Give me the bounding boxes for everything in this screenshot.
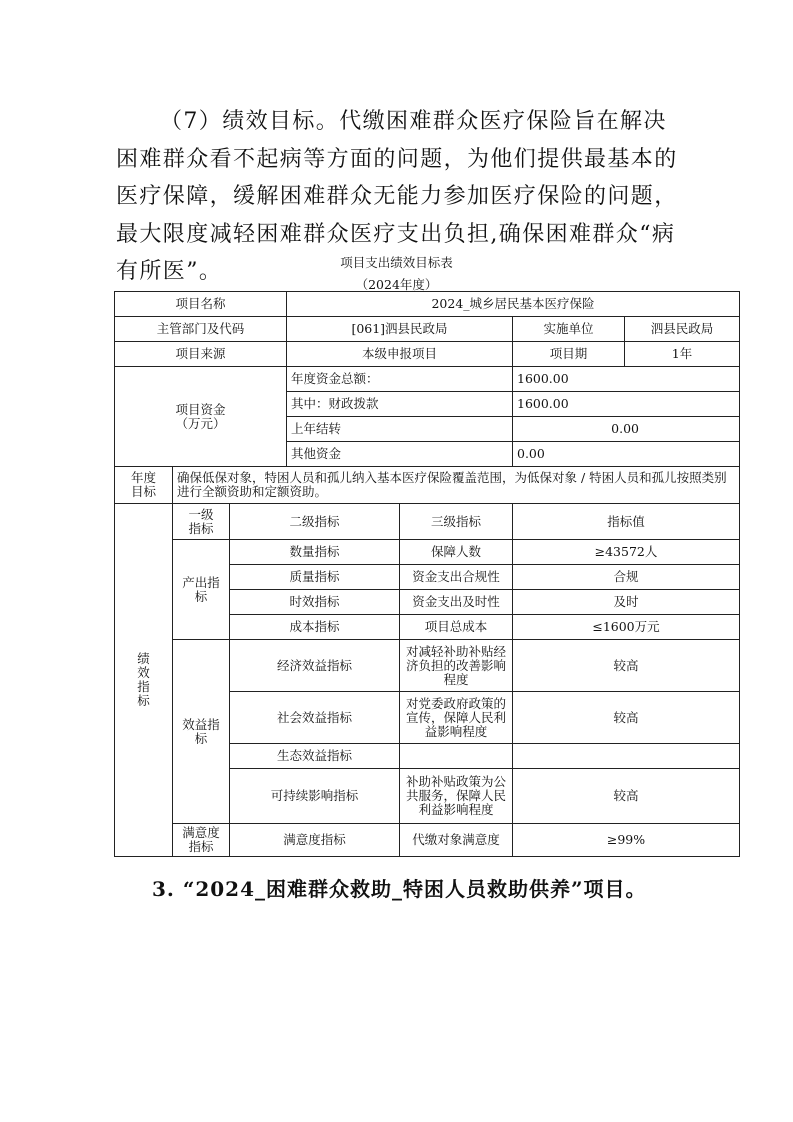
- output-value: 合规: [513, 565, 740, 590]
- benefit-indicators-label: 效益指 标: [173, 640, 230, 824]
- annual-goal-text: 确保低保对象，特困人员和孤儿纳入基本医疗保险覆盖范围，为低保对象 / 特困人员和孤儿按照类别进行全额资助和定额资助。: [173, 467, 740, 504]
- perf-indicators-label: 绩 效 指 标: [115, 504, 173, 857]
- benefit-l2: 生态效益指标: [230, 744, 400, 769]
- benefit-l3: 对党委政府政策的宣传，保障人民利益影响程度: [400, 692, 513, 744]
- header-level3: 三级指标: [400, 504, 513, 540]
- benefit-value: 较高: [513, 769, 740, 824]
- project-name: 2024_城乡居民基本医疗保险: [287, 292, 740, 317]
- funds-label: 项目资金 （万元）: [115, 367, 287, 467]
- funds-total-label: 年度资金总额：: [287, 367, 513, 392]
- period-value: 1年: [625, 342, 740, 367]
- funds-fiscal-label: 其中：财政拨款: [287, 392, 513, 417]
- benefit-l2: 经济效益指标: [230, 640, 400, 692]
- output-value: 及时: [513, 590, 740, 615]
- performance-target-table: [114, 291, 740, 857]
- impl-unit-label: 实施单位: [513, 317, 625, 342]
- satisfaction-l2: 满意度指标: [230, 824, 400, 857]
- table-year: （2024年度）: [355, 277, 438, 292]
- dept-label: 主管部门及代码: [115, 317, 287, 342]
- annual-goal-label: 年度 目标: [115, 467, 173, 504]
- benefit-l2: 社会效益指标: [230, 692, 400, 744]
- output-value: ≥43572人: [513, 540, 740, 565]
- source-label: 项目来源: [115, 342, 287, 367]
- project-name-label: 项目名称: [115, 292, 287, 317]
- funds-fiscal-value: 1600.00: [513, 392, 740, 417]
- output-l2: 成本指标: [230, 615, 400, 640]
- benefit-value: [513, 744, 740, 769]
- output-l3: 项目总成本: [400, 615, 513, 640]
- benefit-l2: 可持续影响指标: [230, 769, 400, 824]
- output-l2: 数量指标: [230, 540, 400, 565]
- funds-other-value: 0.00: [513, 442, 740, 467]
- funds-total-value: 1600.00: [513, 367, 740, 392]
- output-l3: 保障人数: [400, 540, 513, 565]
- output-indicators-label: 产出指 标: [173, 540, 230, 640]
- funds-carryover-value: 0.00: [513, 417, 740, 442]
- satisfaction-l3: 代缴对象满意度: [400, 824, 513, 857]
- impl-unit-value: 泗县民政局: [625, 317, 740, 342]
- satisfaction-value: ≥99%: [513, 824, 740, 857]
- intro-paragraph: （7）绩效目标。代缴困难群众医疗保险旨在解决困难群众看不起病等方面的问题，为他们提供最基本的医疗保障，缓解困难群众无能力参加医疗保险的问题，最大限度减轻困难群众医疗支出负担,确保困难群众“病有所医”。: [116, 109, 678, 284]
- source-value: 本级申报项目: [287, 342, 513, 367]
- next-section-heading: 3. “2024_困难群众救助_特困人员救助供养”项目。: [152, 877, 647, 901]
- header-value: 指标值: [513, 504, 740, 540]
- dept-value: [061]泗县民政局: [287, 317, 513, 342]
- benefit-value: 较高: [513, 692, 740, 744]
- funds-other-label: 其他资金: [287, 442, 513, 467]
- benefit-l3: 对减轻补助补贴经济负担的改善影响程度: [400, 640, 513, 692]
- header-level2: 二级指标: [230, 504, 400, 540]
- output-value: ≤1600万元: [513, 615, 740, 640]
- benefit-l3: [400, 744, 513, 769]
- satisfaction-indicators-label: 满意度 指标: [173, 824, 230, 857]
- header-level1: 一级 指标: [173, 504, 230, 540]
- output-l2: 质量指标: [230, 565, 400, 590]
- benefit-l3: 补助补贴政策为公共服务，保障人民利益影响程度: [400, 769, 513, 824]
- output-l2: 时效指标: [230, 590, 400, 615]
- output-l3: 资金支出及时性: [400, 590, 513, 615]
- funds-carryover-label: 上年结转: [287, 417, 513, 442]
- table-title: 项目支出绩效目标表: [340, 255, 453, 270]
- output-l3: 资金支出合规性: [400, 565, 513, 590]
- benefit-value: 较高: [513, 640, 740, 692]
- period-label: 项目期: [513, 342, 625, 367]
